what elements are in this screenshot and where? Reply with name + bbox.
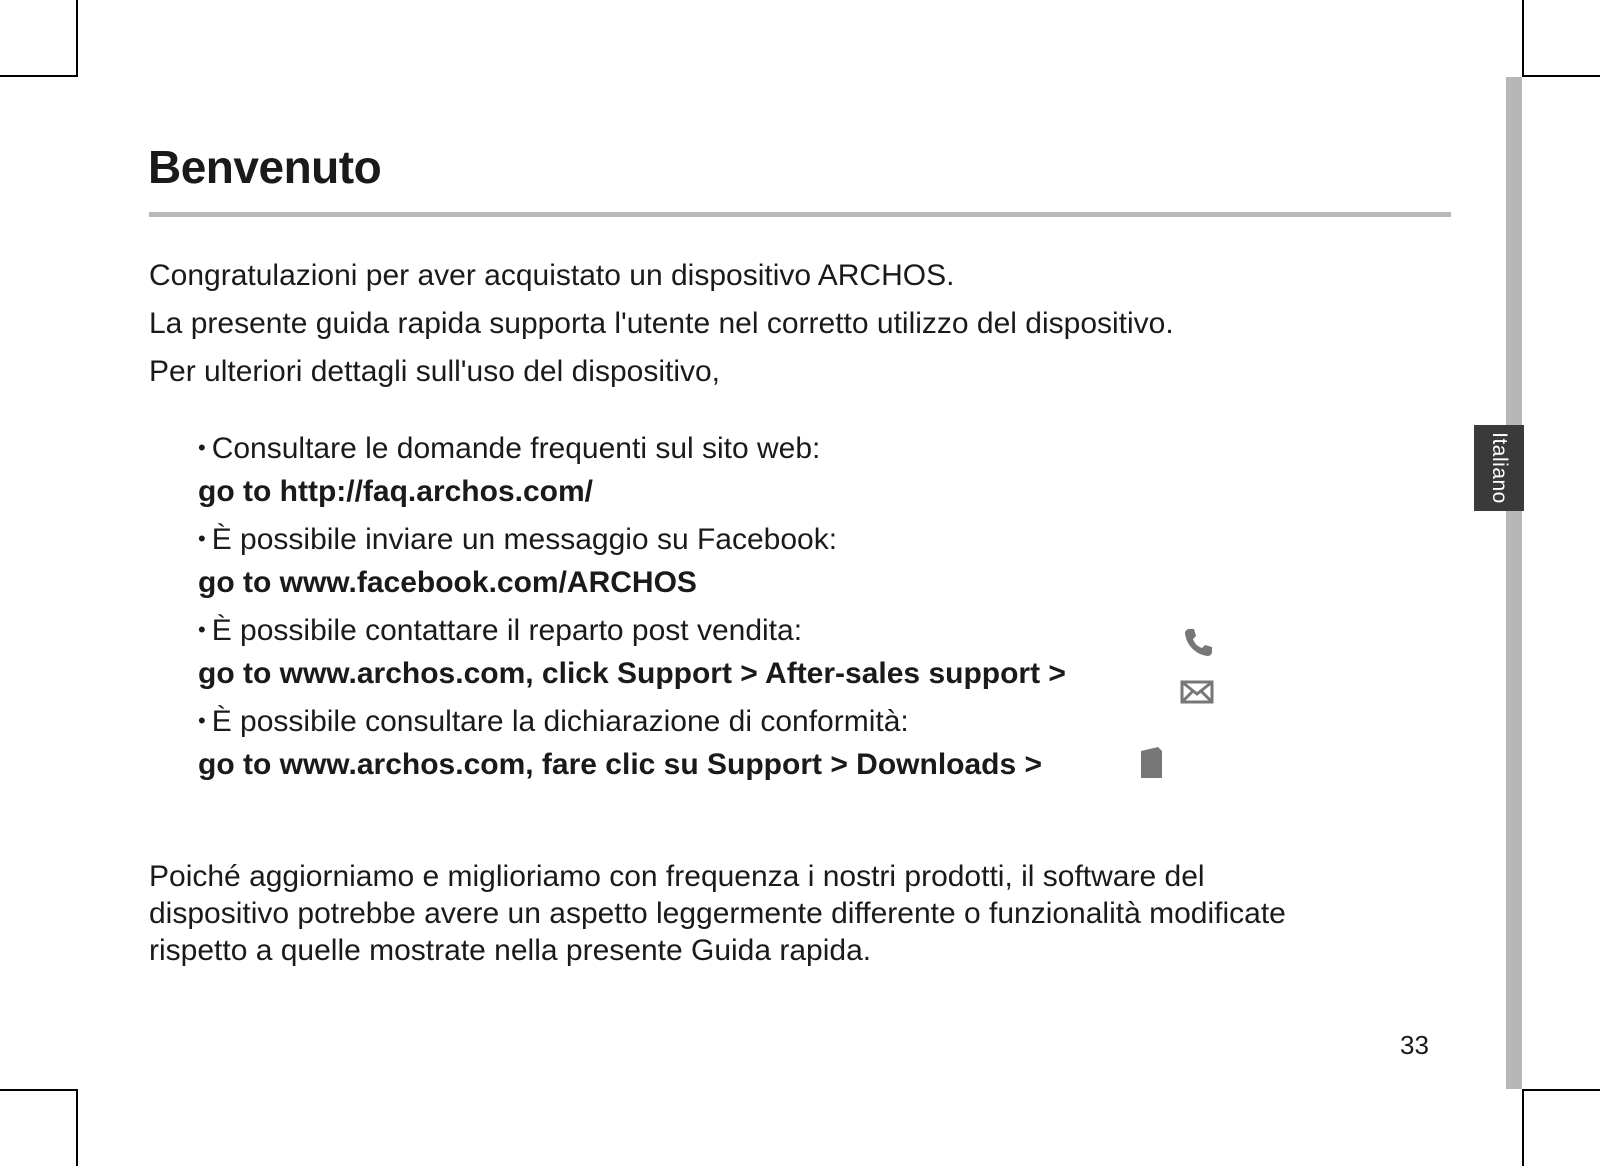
intro-line: La presente guida rapida supporta l'utente nel corretto utilizzo del dispositivo. [149, 307, 1174, 340]
list-item [198, 516, 1066, 607]
bullet-text: È possibile contattare il reparto post vendita: [211, 614, 803, 647]
side-bar [1506, 77, 1522, 1089]
notice-line: Poiché aggiorniamo e miglioriamo con frequenza i nostri prodotti, il software del [149, 860, 1205, 893]
envelope-icon [1180, 680, 1214, 704]
list-item [198, 425, 1066, 516]
list-item [198, 607, 1066, 698]
intro-line: Congratulazioni per aver acquistato un dispositivo ARCHOS. [149, 259, 955, 292]
bullet-dot: • [198, 617, 206, 642]
crop-mark [1522, 1089, 1524, 1166]
update-notice [149, 858, 1459, 969]
document-icon [1138, 746, 1164, 780]
bullet-list [198, 425, 1066, 789]
crop-mark [0, 75, 77, 77]
bullet-dot: • [198, 708, 206, 733]
crop-mark [0, 1089, 77, 1091]
notice-line: rispetto a quelle mostrate nella presente Guida rapida. [149, 934, 872, 967]
language-tab-label: Italiano [1488, 432, 1511, 504]
support-link[interactable]: go to www.archos.com, click Support > After-sales support > [198, 657, 1066, 690]
page-number: 33 [1400, 1030, 1429, 1060]
intro-text [149, 252, 1174, 396]
crop-mark [76, 1089, 78, 1166]
bullet-text: Consultare le domande frequenti sul sito web: [211, 432, 821, 465]
bullet-text: È possibile inviare un messaggio su Facebook: [211, 523, 838, 556]
crop-mark [1522, 0, 1524, 77]
crop-mark [1522, 1089, 1600, 1091]
intro-line: Per ulteriori dettagli sull'uso del dispositivo, [149, 355, 721, 388]
notice-line: dispositivo potrebbe avere un aspetto leggermente differente o funzionalità modificate [149, 897, 1286, 930]
bullet-text: È possibile consultare la dichiarazione di conformità: [211, 705, 909, 738]
crop-mark [1522, 75, 1600, 77]
language-tab [1474, 425, 1524, 511]
faq-link[interactable]: go to http://faq.archos.com/ [198, 475, 593, 508]
bullet-dot: • [198, 526, 206, 551]
phone-icon [1182, 626, 1214, 658]
page-title: Benvenuto [148, 141, 382, 193]
title-rule [149, 212, 1451, 217]
facebook-link[interactable]: go to www.facebook.com/ARCHOS [198, 566, 697, 599]
downloads-link[interactable]: go to www.archos.com, fare clic su Support > Downloads > [198, 748, 1043, 781]
bullet-dot: • [198, 435, 206, 460]
crop-mark [76, 0, 78, 77]
list-item [198, 698, 1066, 789]
